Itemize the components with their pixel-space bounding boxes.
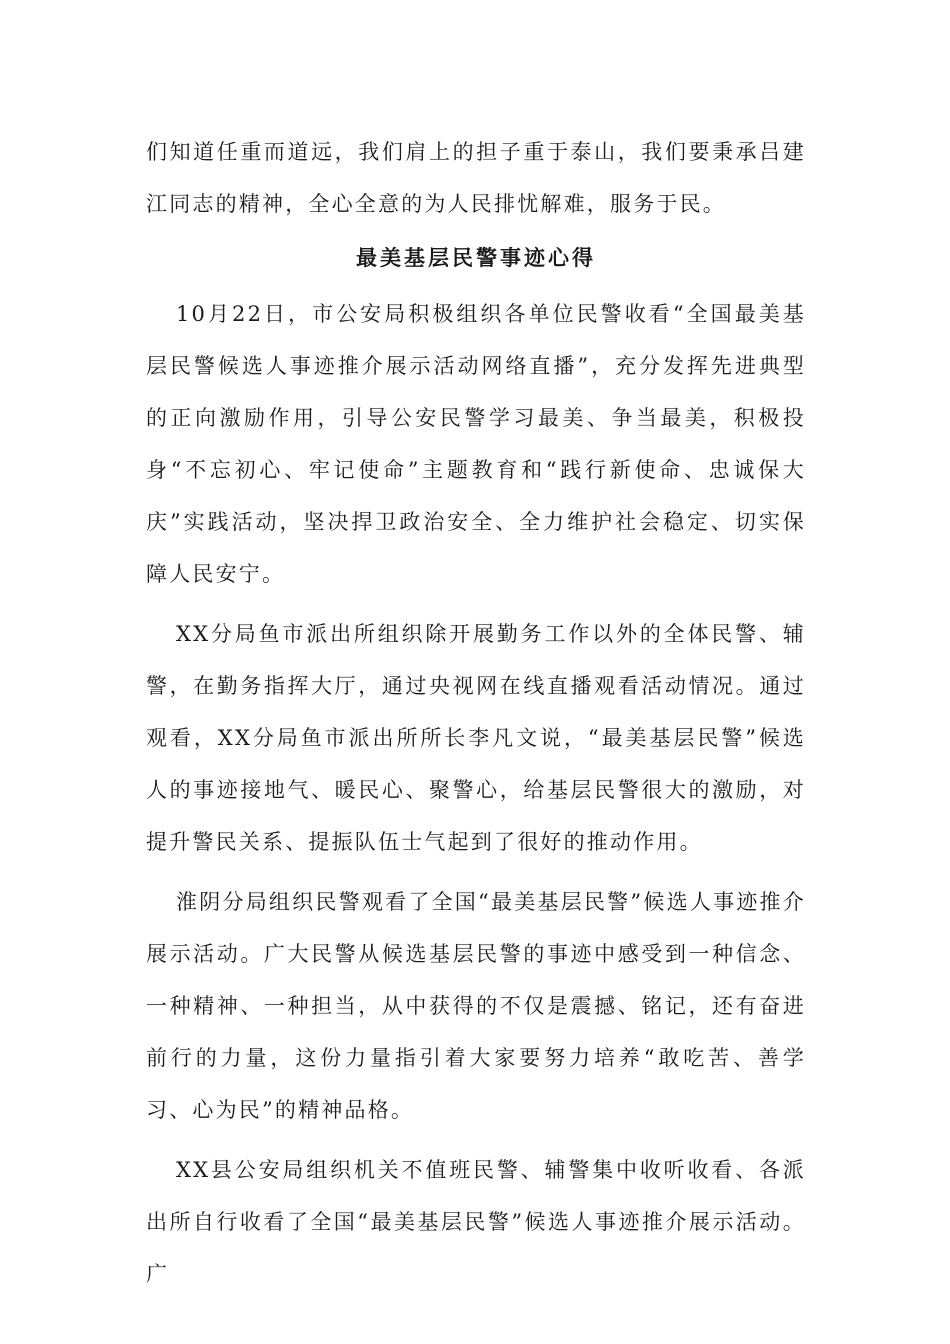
intro-paragraph: 们知道任重而道远，我们肩上的担子重于泰山，我们要秉承吕建江同志的精神，全心全意的为人民排忧解难，服务于民。 — [146, 140, 806, 216]
body-paragraph-3: 淮阴分局组织民警观看了全国“最美基层民警”候选人事迹推介展示活动。广大民警从候选基层民警的事迹中感受到一种信念、一种精神、一种担当，从中获得的不仅是震撼、铭记，还有奋进前行的力量，这份力量指引着大家要努力培养“敢吃苦、善学习、心为民”的精神品格。 — [146, 890, 806, 1122]
body-paragraph-2: XX分局鱼市派出所组织除开展勤务工作以外的全体民警、辅警，在勤务指挥大厅，通过央视网在线直播观看活动情况。通过观看，XX分局鱼市派出所所长李凡文说，“最美基层民警”候选人的事迹接地气、暖民心、聚警心，给基层民警很大的激励，对提升警民关系、提振队伍士气起到了很好的推动作用。 — [146, 622, 806, 854]
section-title: 最美基层民警事迹心得 — [356, 245, 596, 270]
document-body — [146, 126, 806, 1300]
body-paragraph-1: 10月22日，市公安局积极组织各单位民警收看“全国最美基层民警候选人事迹推介展示活动网络直播”，充分发挥先进典型的正向激励作用，引导公安民警学习最美、争当最美，积极投身“不忘初心、牢记使命”主题教育和“践行新使命、忠诚保大庆”实践活动，坚决捍卫政治安全、全力维护社会稳定、切实保障人民安宁。 — [146, 302, 806, 586]
body-paragraph-4: XX县公安局组织机关不值班民警、辅警集中收听收看、各派出所自行收看了全国“最美基层民警”候选人事迹推介展示活动。广 — [146, 1158, 806, 1286]
